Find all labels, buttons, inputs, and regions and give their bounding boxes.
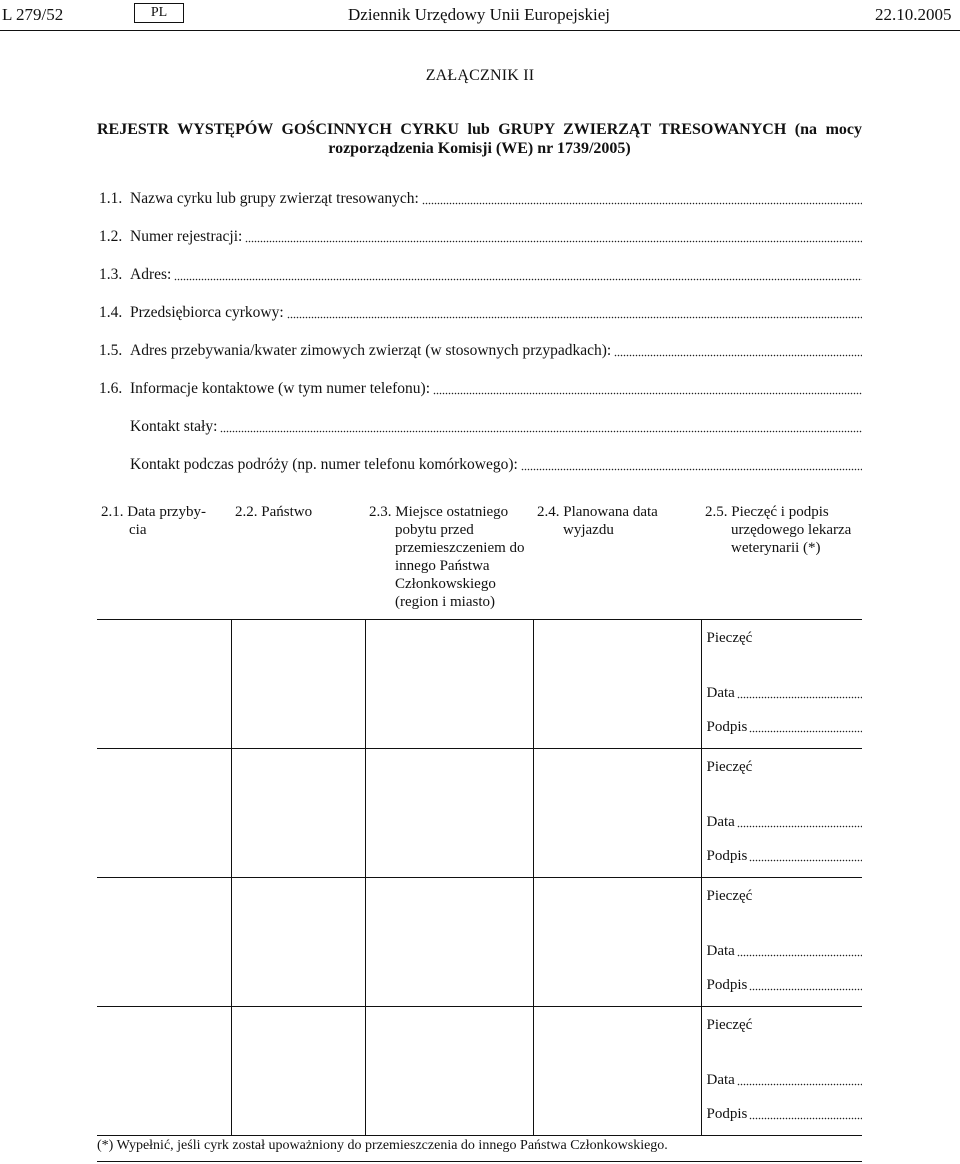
arrival-date-cell[interactable] (97, 878, 231, 1007)
departure-date-cell[interactable] (533, 878, 701, 1007)
vet-stamp-cell[interactable] (701, 1007, 862, 1136)
stamp-label: Pieczęć (706, 630, 753, 646)
table-row (97, 878, 862, 1007)
fill-in-line[interactable] (422, 191, 862, 205)
vet-stamp-cell[interactable] (701, 878, 862, 1007)
field-registration-number[interactable] (99, 226, 862, 246)
document-title: REJESTR WYSTĘPÓW GOŚCINNYCH CYRKU lub GRUPY ZWIERZĄT TRESOWANYCH (na mocy rozporządzenia Komisji (WE) nr 1739/2005) (97, 121, 862, 157)
table-header-row (97, 494, 862, 620)
field-circus-name[interactable] (99, 188, 862, 208)
vet-stamp-cell[interactable] (701, 749, 862, 878)
last-location-cell[interactable] (365, 620, 533, 749)
last-location-cell[interactable] (365, 1007, 533, 1136)
date-line[interactable]: Data (707, 1071, 863, 1089)
field-number: 1.3. (99, 266, 123, 283)
field-number: 1.6. (99, 380, 123, 397)
field-label: Informacje kontaktowe (w tym numer telefonu): (130, 380, 430, 397)
field-winter-quarters-address[interactable] (99, 340, 862, 360)
page-reference: L 279/52 (2, 5, 64, 24)
departure-date-cell[interactable] (533, 620, 701, 749)
arrival-date-cell[interactable] (97, 749, 231, 878)
footnote-divider (97, 1161, 862, 1162)
fill-in-line[interactable] (521, 457, 862, 471)
field-number: 1.1. (99, 190, 123, 207)
field-circus-operator[interactable] (99, 302, 862, 322)
last-location-cell[interactable] (365, 878, 533, 1007)
column-header-last-location: 2.3. Miejsce ostatniego pobytu przed przemieszczeniem do innego Państwa Członkowskiego (region i miasto) (365, 494, 533, 620)
field-label: Adres przebywania/kwater zimowych zwierząt (w stosownych przypadkach): (130, 342, 612, 359)
date-line[interactable]: Data (707, 813, 863, 831)
country-cell[interactable] (231, 749, 365, 878)
fill-in-line[interactable] (287, 305, 862, 319)
page-header (0, 3, 960, 27)
field-number: 1.5. (99, 342, 123, 359)
journal-name: Dziennik Urzędowy Unii Europejskiej (348, 5, 611, 24)
country-cell[interactable] (231, 620, 365, 749)
fill-in-line[interactable] (174, 267, 862, 281)
signature-line[interactable]: Podpis (707, 1105, 863, 1123)
publication-date: 22.10.2005 (875, 5, 952, 24)
language-code-box: PL (134, 3, 184, 23)
arrival-date-cell[interactable] (97, 620, 231, 749)
field-contact-information[interactable] (99, 378, 862, 398)
signature-line[interactable]: Podpis (707, 847, 863, 865)
header-divider (0, 30, 960, 31)
last-location-cell[interactable] (365, 749, 533, 878)
field-label: Kontakt podczas podróży (np. numer telefonu komórkowego): (130, 456, 518, 473)
field-travel-contact[interactable] (99, 454, 862, 474)
table-row (97, 1007, 862, 1136)
signature-line[interactable]: Podpis (707, 718, 863, 736)
arrival-date-cell[interactable] (97, 1007, 231, 1136)
field-label: Przedsiębiorca cyrkowy: (130, 304, 284, 321)
column-header-vet-stamp: 2.5. Pieczęć i podpis urzędowego lekarza weterynarii (*) (701, 494, 862, 620)
date-line[interactable]: Data (707, 684, 863, 702)
stamp-label: Pieczęć (706, 1017, 753, 1033)
field-number: 1.2. (99, 228, 123, 245)
date-line[interactable]: Data (707, 942, 863, 960)
country-cell[interactable] (231, 1007, 365, 1136)
field-permanent-contact[interactable] (99, 416, 862, 436)
register-table (97, 494, 862, 1136)
departure-date-cell[interactable] (533, 1007, 701, 1136)
stamp-label: Pieczęć (706, 759, 753, 775)
fill-in-line[interactable] (220, 419, 862, 433)
column-header-arrival-date: 2.1. Data przyby- cia (97, 494, 231, 620)
footnote: (*) Wypełnić, jeśli cyrk został upoważniony do przemieszczenia do innego Państwa Członkowskiego. (97, 1138, 668, 1153)
column-header-country: 2.2. Państwo (231, 494, 365, 620)
field-number: 1.4. (99, 304, 123, 321)
annex-title: ZAŁĄCZNIK II (425, 67, 535, 84)
field-label: Kontakt stały: (130, 418, 218, 435)
vet-stamp-cell[interactable] (701, 620, 862, 749)
field-label: Numer rejestracji: (130, 228, 243, 245)
table-row (97, 749, 862, 878)
field-address[interactable] (99, 264, 862, 284)
fill-in-line[interactable] (245, 229, 862, 243)
field-label: Adres: (130, 266, 172, 283)
table-row (97, 620, 862, 749)
field-label: Nazwa cyrku lub grupy zwierząt tresowanych: (130, 190, 419, 207)
stamp-label: Pieczęć (706, 888, 753, 904)
fill-in-line[interactable] (433, 381, 862, 395)
signature-line[interactable]: Podpis (707, 976, 863, 994)
column-header-planned-departure: 2.4. Planowana data wyjazdu (533, 494, 701, 620)
country-cell[interactable] (231, 878, 365, 1007)
fill-in-line[interactable] (614, 343, 862, 357)
departure-date-cell[interactable] (533, 749, 701, 878)
